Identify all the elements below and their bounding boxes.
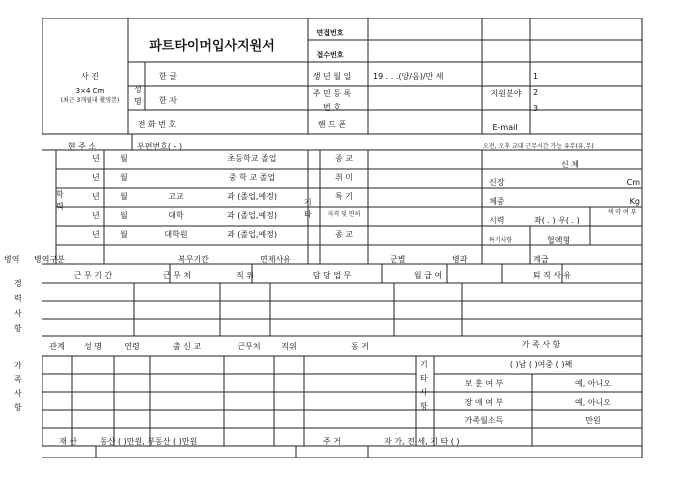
height-label: 신장	[489, 178, 505, 187]
interview-number-label: 면접번호	[316, 29, 344, 37]
career-header: 근 무 처	[162, 271, 192, 280]
assets-label: 재 산	[59, 437, 77, 446]
education-month: 월	[120, 192, 128, 201]
etc-item-label: 특 기	[335, 192, 353, 201]
disability-label: 장 애 여 부	[464, 398, 504, 407]
application-form	[4, 18, 644, 458]
weight-unit: Kg	[629, 197, 640, 206]
education-year: 년	[92, 154, 100, 163]
education-month: 월	[120, 211, 128, 220]
assets-value: 동산 ( )만원, 부동산 ( )만원	[100, 437, 198, 446]
education-field: 과 (졸업,예정)	[227, 211, 277, 220]
education-school: 대학원	[164, 230, 188, 239]
veteran-label: 보 훈 여 부	[464, 379, 504, 388]
education-field: 중 학 교 졸업	[228, 173, 276, 182]
birth-date-label: 생 년 월 일	[312, 72, 352, 81]
career-header: 퇴 직 사 유	[532, 271, 572, 280]
family-header: 출 신 교	[172, 342, 202, 351]
receipt-number-label: 접수번호	[316, 51, 344, 59]
service-period-label: 복무기간	[178, 255, 209, 264]
education-month: 월	[120, 173, 128, 182]
other-section-label: 기타사항	[420, 360, 428, 411]
resident-number-label-1: 주 민 등 록	[312, 89, 352, 98]
etc-item-label: 종 교	[335, 154, 353, 163]
family-income-label: 가족월소득	[464, 416, 504, 425]
family-section-label: 가족사항	[14, 361, 22, 412]
education-year: 년	[92, 173, 100, 182]
education-year: 년	[92, 211, 100, 220]
career-header: 근 무 기 간	[73, 271, 113, 280]
mobile-label: 핸 드 폰	[317, 120, 347, 129]
residence-value: 자 가, 전 세, 기 타 ( )	[384, 437, 460, 446]
vision-label: 시력	[489, 216, 505, 225]
special-note-label: 특기사항	[489, 237, 513, 244]
exemption-label: 면제사유	[260, 255, 291, 264]
veteran-value: 예, 아니오	[575, 379, 611, 388]
name-section-label: 성명	[134, 85, 142, 106]
education-field: 과 (졸업,예정)	[227, 230, 277, 239]
military-label: 병역	[4, 255, 20, 264]
family-header: 동 거	[351, 342, 369, 351]
family-income-value: 만원	[585, 416, 601, 425]
education-field: 초등학교 졸업	[227, 154, 277, 163]
body-info-title: 신 체	[561, 160, 579, 169]
birth-date-value: 19 . . .(양/음)/만 세	[373, 72, 444, 81]
photo-size: 3×4 Cm	[75, 87, 105, 95]
apply-field-3: 3	[533, 104, 539, 113]
weight-label: 체중	[489, 197, 505, 206]
family-header: 근무처	[237, 342, 261, 351]
military-branch-label: 군별	[390, 255, 406, 264]
photo-label: 사 진	[81, 72, 99, 81]
name-chinese-label: 한 자	[159, 96, 177, 105]
military-rank-label: 계급	[533, 255, 549, 264]
career-header: 담 당 업 무	[312, 271, 352, 280]
education-school: 고교	[168, 192, 184, 201]
military-type-label: 병역구분	[34, 255, 65, 264]
education-section-label: 학력	[56, 190, 64, 211]
family-header: 연령	[124, 342, 140, 351]
apply-field-label: 지원분야	[490, 89, 522, 98]
military-arm-label: 병과	[452, 255, 468, 264]
email-label: E-mail	[492, 123, 518, 132]
sibling-order: ( )남 ( )여중 ( )째	[509, 360, 573, 369]
education-year: 년	[92, 192, 100, 201]
phone-label: 전 화 번 호	[137, 120, 177, 129]
family-header: 관계	[49, 342, 65, 351]
shift-availability-note: 오전, 오후 교대 근무시간 가능 유무(유,무)	[483, 143, 594, 150]
photo-note: (최근 3개월내 촬영본)	[60, 97, 120, 104]
career-header: 직 위	[236, 271, 254, 280]
height-unit: Cm	[626, 178, 640, 187]
etc-item-label: 취 미	[335, 173, 353, 182]
family-header: 성 명	[84, 342, 102, 351]
career-header: 월 급 여	[413, 271, 443, 280]
family-info-title: 가 족 사 항	[521, 340, 561, 349]
etc-item-label: 종 교	[335, 230, 353, 239]
address-label: 현 주 소	[67, 142, 97, 151]
form-title: 파트타이머입사지원서	[149, 39, 275, 54]
vision-value: 좌( . ) 우( . )	[534, 216, 580, 225]
disability-value: 예, 아니오	[575, 398, 611, 407]
education-school: 대학	[168, 211, 184, 220]
etc-item-label: 자격 및 면허	[327, 211, 361, 218]
education-month: 월	[120, 230, 128, 239]
residence-label: 주 거	[323, 437, 341, 446]
education-year: 년	[92, 230, 100, 239]
colorblind-label: 색 약 여 부	[607, 209, 637, 216]
career-section-label: 경력사항	[14, 279, 22, 333]
etc-section-label: 기타	[304, 198, 312, 219]
education-field: 과 (졸업,예정)	[227, 192, 277, 201]
blood-type-label: 혈액형	[547, 236, 571, 245]
postal-code: 우편번호( - )	[137, 142, 183, 151]
name-korean-label: 한 글	[159, 72, 177, 81]
family-header: 직위	[281, 342, 297, 351]
education-month: 월	[120, 154, 128, 163]
apply-field-2: 2	[533, 88, 539, 97]
resident-number-label-2: 번 호	[323, 103, 341, 112]
apply-field-1: 1	[533, 72, 539, 81]
